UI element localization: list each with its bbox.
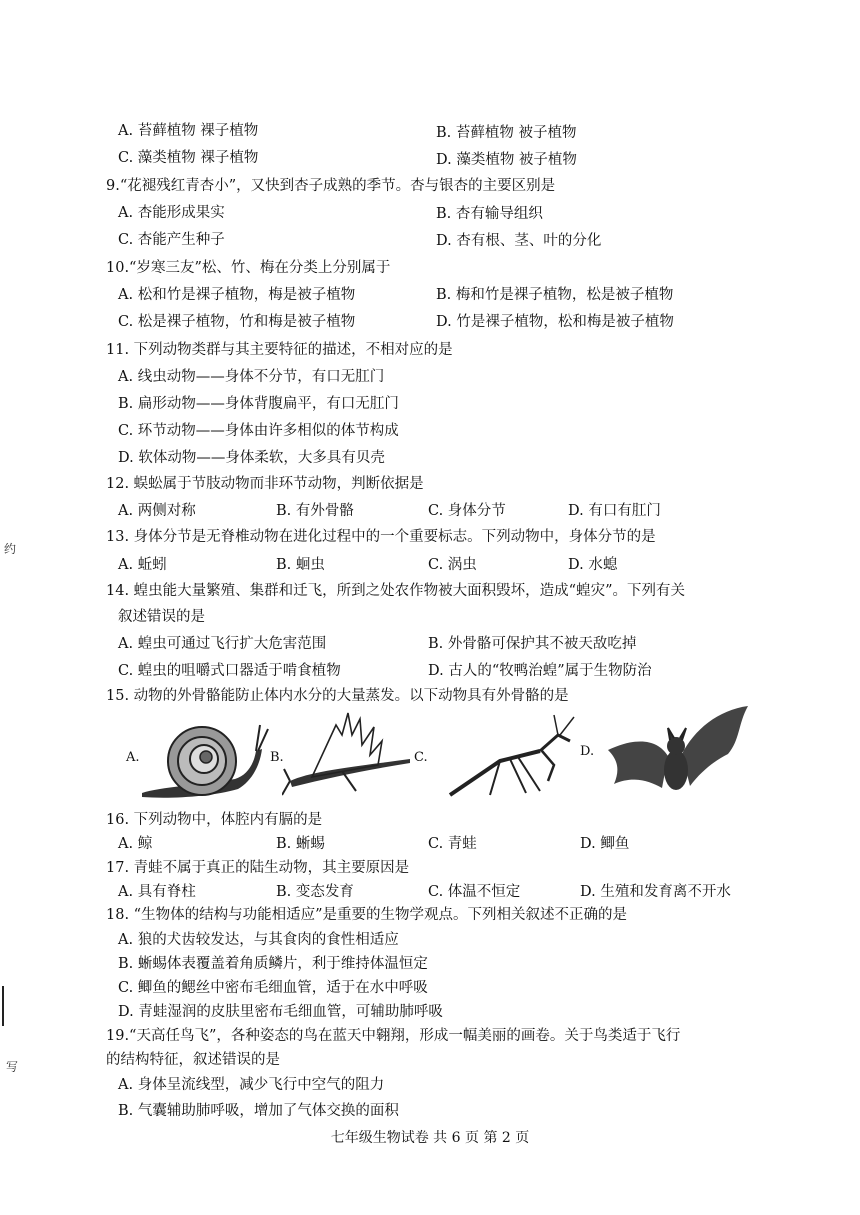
fold-line: [2, 986, 7, 1026]
q10-stem: 10.“岁寒三友”松、竹、梅在分类上分别属于: [106, 260, 391, 276]
q14-stem: 14. 蝗虫能大量繁殖、集群和迁飞，所到之处农作物被大面积毁坏，造成“蝗灾”。下列有关: [106, 583, 685, 599]
q15-label-d: D.: [580, 744, 595, 759]
q18-stem: 18. “生物体的结构与功能相适应”是重要的生物学观点。下列相关叙述不正确的是: [106, 907, 627, 923]
q12-option-a: A. 两侧对称: [118, 503, 196, 519]
q13-option-c: C. 涡虫: [428, 557, 477, 573]
q8-option-a: A. 苔藓植物 裸子植物: [118, 123, 259, 139]
q10-option-c: C. 松是裸子植物，竹和梅是被子植物: [118, 314, 356, 330]
q11-option-b: B. 扁形动物——身体背腹扁平，有口无肛门: [118, 396, 399, 412]
q16-option-c: C. 青蛙: [428, 836, 477, 852]
q11-option-c: C. 环节动物——身体由许多相似的体节构成: [118, 423, 399, 439]
bat-icon: [598, 700, 750, 800]
q18-option-b: B. 蜥蜴体表覆盖着角质鳞片，利于维持体温恒定: [118, 956, 428, 972]
flying-fish-icon: [282, 705, 414, 805]
q14-option-b: B. 外骨骼可保护其不被天敌吃掉: [428, 636, 637, 652]
q14-option-d: D. 古人的“牧鸭治蝗”属于生物防治: [428, 663, 652, 679]
q11-option-a: A. 线虫动物——身体不分节，有口无肛门: [118, 369, 385, 385]
q17-option-b: B. 变态发育: [276, 884, 354, 900]
q19-option-b: B. 气囊辅助肺呼吸，增加了气体交换的面积: [118, 1103, 399, 1119]
q10-option-a: A. 松和竹是裸子植物，梅是被子植物: [118, 287, 356, 303]
q11-option-d: D. 软体动物——身体柔软，大多具有贝壳: [118, 450, 385, 466]
q9-option-b: B. 杏有输导组织: [436, 206, 543, 222]
q13-stem: 13. 身体分节是无脊椎动物在进化过程中的一个重要标志。下列动物中，身体分节的是: [106, 529, 656, 545]
q8-option-b: B. 苔藓植物 被子植物: [436, 125, 577, 141]
q15-stem: 15. 动物的外骨骼能防止体内水分的大量蒸发。以下动物具有外骨骼的是: [106, 688, 569, 704]
q12-option-b: B. 有外骨骼: [276, 503, 354, 519]
q19-stem: 19.“天高任鸟飞”，各种姿态的鸟在蓝天中翱翔，形成一幅美丽的画卷。关于鸟类适于飞行: [106, 1028, 681, 1044]
q17-stem: 17. 青蛙不属于真正的陆生动物，其主要原因是: [106, 860, 410, 876]
q19-option-a: A. 身体呈流线型，减少飞行中空气的阻力: [118, 1077, 385, 1093]
q13-option-a: A. 蚯蚓: [118, 557, 167, 573]
q17-option-a: A. 具有脊柱: [118, 884, 196, 900]
q14-option-c: C. 蝗虫的咀嚼式口器适于啃食植物: [118, 663, 341, 679]
page-footer: 七年级生物试卷 共 6 页 第 2 页: [330, 1130, 530, 1146]
q17-option-c: C. 体温不恒定: [428, 884, 521, 900]
q17-option-d: D. 生殖和发育离不开水: [580, 884, 731, 900]
q15-label-a: A.: [126, 750, 140, 765]
q8-option-c: C. 藻类植物 裸子植物: [118, 150, 259, 166]
q16-stem: 16. 下列动物中，体腔内有膈的是: [106, 812, 323, 828]
mantis-icon: [430, 705, 580, 805]
q16-option-d: D. 鲫鱼: [580, 836, 630, 852]
q16-option-a: A. 鲸: [118, 836, 153, 852]
q14-option-a: A. 蝗虫可通过飞行扩大危害范围: [118, 636, 327, 652]
margin-mark-1: 约: [4, 542, 17, 556]
q15-label-b: B.: [270, 750, 284, 765]
q13-option-b: B. 蛔虫: [276, 557, 325, 573]
q16-option-b: B. 蜥蜴: [276, 836, 325, 852]
q18-option-a: A. 狼的犬齿较发达，与其食肉的食性相适应: [118, 932, 399, 948]
q9-option-a: A. 杏能形成果实: [118, 205, 225, 221]
q14-stem-continued: 叙述错误的是: [118, 609, 205, 625]
q12-option-d: D. 有口有肛门: [568, 503, 661, 519]
q13-option-d: D. 水螅: [568, 557, 618, 573]
q10-option-d: D. 竹是裸子植物，松和梅是被子植物: [436, 314, 674, 330]
q18-option-c: C. 鲫鱼的鳃丝中密布毛细血管，适于在水中呼吸: [118, 980, 428, 996]
q8-option-d: D. 藻类植物 被子植物: [436, 152, 577, 168]
q19-stem-continued: 的结构特征，叙述错误的是: [106, 1052, 280, 1068]
q9-stem: 9.“花褪残红青杏小”，又快到杏子成熟的季节。杏与银杏的主要区别是: [106, 178, 556, 194]
q12-option-c: C. 身体分节: [428, 503, 506, 519]
q15-label-c: C.: [414, 750, 428, 765]
q9-option-d: D. 杏有根、茎、叶的分化: [436, 233, 602, 249]
q10-option-b: B. 梅和竹是裸子植物，松是被子植物: [436, 287, 674, 303]
margin-mark-2: 写: [6, 1060, 19, 1074]
q12-stem: 12. 蜈蚣属于节肢动物而非环节动物，判断依据是: [106, 476, 424, 492]
q9-option-c: C. 杏能产生种子: [118, 232, 225, 248]
q18-option-d: D. 青蛙湿润的皮肤里密布毛细血管，可辅助肺呼吸: [118, 1004, 443, 1020]
snail-icon: [140, 705, 270, 805]
q11-stem: 11. 下列动物类群与其主要特征的描述，不相对应的是: [106, 342, 453, 358]
